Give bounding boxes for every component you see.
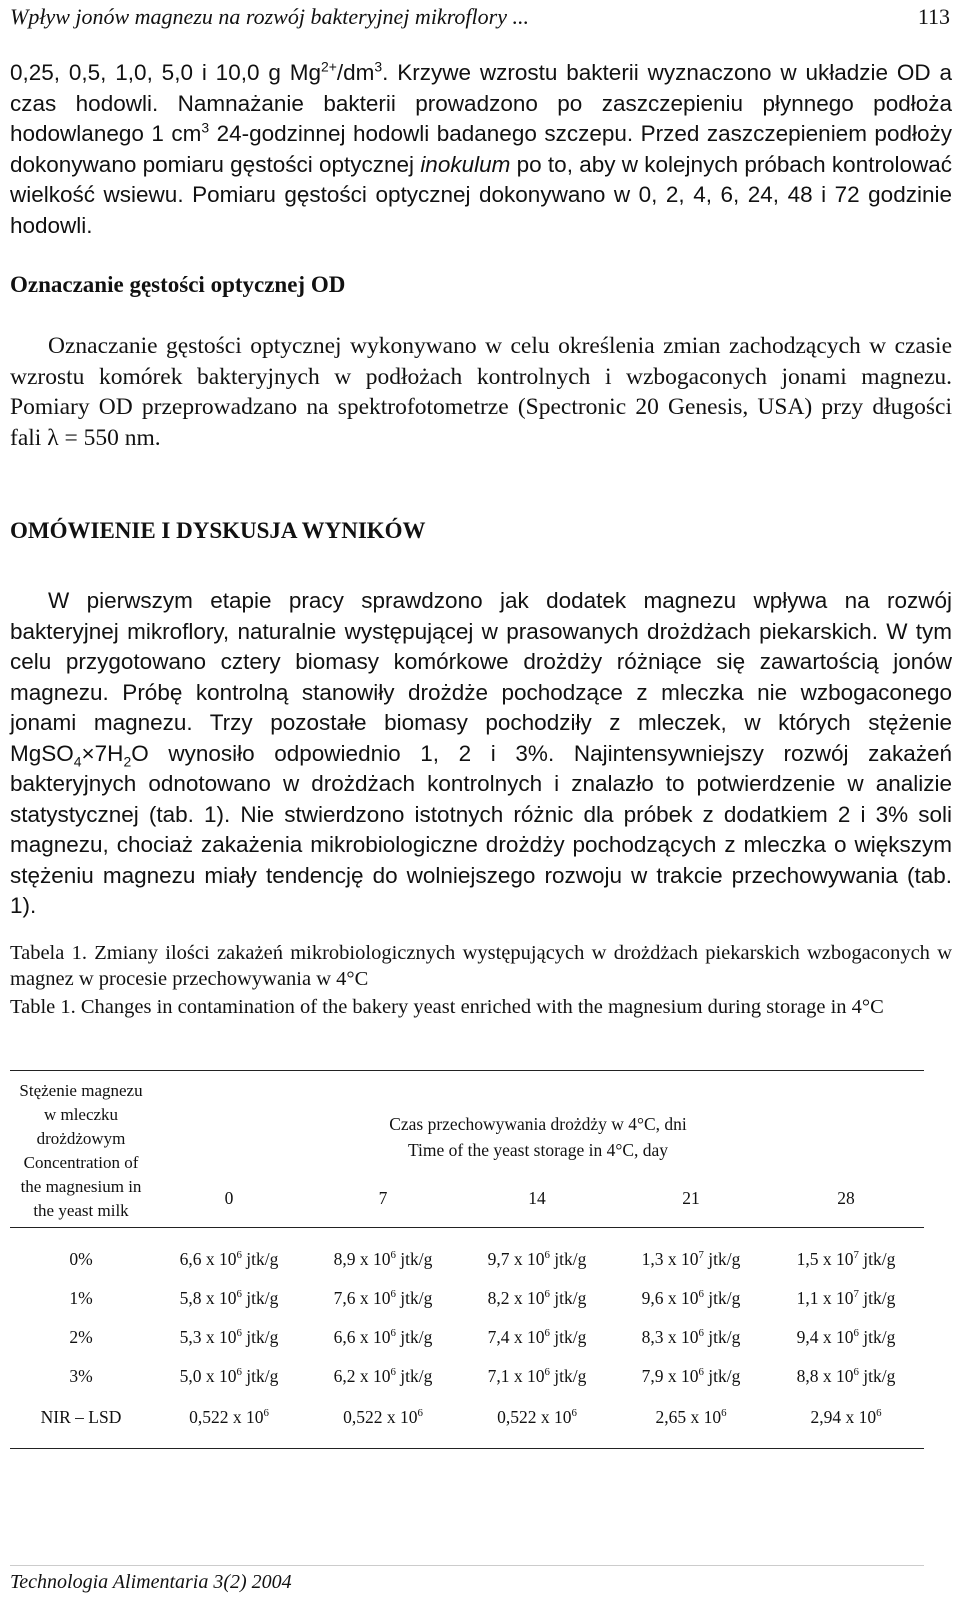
storage-time-header-pl: Czas przechowywania drożdży w 4°C, dni — [389, 1114, 687, 1134]
intro-text-3: . Krzywe wzrostu bakterii wyznaczono w układzie OD a czas hodowli. Namnażanie bakterii prowadzono po zaszczepieniu płynnego podłoża hodowlanego 1 cm — [10, 60, 952, 146]
table-caption-pl: Tabela 1. Zmiany ilości zakażeń mikrobiologicznych występujących w drożdżach piekarskich wzbogaconych w magnez w procesie przechowywania w 4°C — [10, 942, 952, 990]
table-cell: 8,9 x $10^6$ jtk/g — [333, 1249, 433, 1269]
row-label: 1% — [69, 1288, 93, 1308]
table-cell: 8,2 x $10^6$ jtk/g — [487, 1288, 587, 1308]
row-label: 3% — [69, 1366, 93, 1386]
storage-time-header-en: Time of the yeast storage in 4°C, day — [407, 1140, 669, 1160]
table-cell: 1,5 x $10^7$ jtk/g — [796, 1249, 896, 1269]
row-label: 2% — [69, 1327, 93, 1347]
day-header: 0 — [224, 1188, 234, 1208]
running-header — [10, 4, 950, 38]
table-cell: 6,6 x $10^6$ jtk/g — [179, 1249, 279, 1269]
table-cell: 0,522 x $10^6$ — [189, 1406, 269, 1427]
section-heading-discussion: OMÓWIENIE I DYSKUSJA WYNIKÓW — [10, 518, 426, 543]
journal-footer: Technologia Alimentaria 3(2) 2004 — [10, 1571, 292, 1593]
discussion-text-1: W pierwszym etapie pracy sprawdzono jak dodatek magnezu wpływa na rozwój bakteryjnej mikroflory, naturalnie występującej w prasowanych drożdżach piekarskich. W tym celu przygotowano cztery biomasy komórkowe drożdży różniące się zawartością jonów magnezu. Próbę kontrolną stanowiły drożdże pochodzące z mleczka nie wzbogaconego jonami magnezu. Trzy pozostałe biomasy pochodziły z mleczek, w których stężenie MgSO — [10, 588, 952, 766]
intro-sup-3: 3 — [201, 119, 210, 136]
od-paragraph: Oznaczanie gęstości optycznej wykonywano w celu określenia zmian zachodzących w czasie wzrostu komórek bakteryjnych w podłożach kontrolnych i wzbogaconych jonami magnezu. Pomiary OD przeprowadzano na spektrofotometrze (Spectronic 20 Genesis, USA) przy długości fali λ = 550 nm. — [10, 333, 952, 451]
table-cell: 7,4 x $10^6$ jtk/g — [487, 1327, 587, 1347]
intro-paragraph — [10, 58, 952, 241]
day-header: 21 — [682, 1188, 700, 1208]
discussion-sub-1: 4 — [73, 753, 82, 769]
intro-text-4: 24-godzinnej hodowli badanego szczepu. Przed zaszczepieniem podłoży dokonywano pomiaru gęstości optycznej — [10, 121, 952, 177]
section-heading-od: Oznaczanie gęstości optycznej OD — [10, 272, 346, 297]
table-row — [10, 1279, 924, 1318]
table-row-lsd — [10, 1396, 924, 1449]
discussion-paragraph — [10, 586, 952, 922]
table-cell: 0,522 x $10^6$ — [497, 1406, 577, 1427]
table-row — [10, 1228, 924, 1280]
table-row — [10, 1318, 924, 1357]
table-body — [10, 1228, 924, 1449]
intro-text-2: /dm — [336, 60, 375, 85]
table-cell: 8,3 x $10^6$ jtk/g — [641, 1327, 741, 1347]
day-header: 28 — [837, 1188, 855, 1208]
discussion-sub-2: 2 — [123, 753, 132, 769]
table-cell: 5,8 x $10^6$ jtk/g — [179, 1288, 279, 1308]
storage-time-header — [152, 1071, 924, 1180]
table-cell: 1,3 x $10^7$ jtk/g — [641, 1249, 741, 1269]
intro-sup-1: 2+ — [320, 58, 337, 75]
table-cell: 6,6 x $10^6$ jtk/g — [333, 1327, 433, 1347]
row-label: NIR – LSD — [40, 1406, 122, 1427]
table-cell: 7,9 x $10^6$ jtk/g — [641, 1366, 741, 1386]
intro-sup-2: 3 — [374, 58, 383, 75]
table-cell: 0,522 x $10^6$ — [343, 1406, 423, 1427]
intro-text-5: po to, aby w kolejnych próbach kontrolować wielkość wsiewu. Pomiaru gęstości optycznej dokonywano w 0, 2, 4, 6, 24, 48 i 72 godzinie hodowli. — [10, 151, 952, 238]
table-cell: 5,3 x $10^6$ jtk/g — [179, 1327, 279, 1347]
footer-divider — [10, 1565, 924, 1566]
row-label: 0% — [69, 1249, 93, 1269]
table-cell: 8,8 x $10^6$ jtk/g — [796, 1366, 896, 1386]
table-cell: 9,4 x $10^6$ jtk/g — [796, 1327, 896, 1347]
table-cell: 9,6 x $10^6$ jtk/g — [641, 1288, 741, 1308]
table-caption-en: Table 1. Changes in contamination of the bakery yeast enriched with the magnesium during storage in 4°C — [10, 996, 884, 1018]
discussion-text-3: O wynosiło odpowiednio 1, 2 i 3%. Najintensywniejszy rozwój zakażeń bakteryjnych odnotowano w drożdżach kontrolnych i znalazło to potwierdzenie w analizie statystycznej (tab. 1). Nie stwierdzono istotnych różnic dla próbek z dodatkiem 2 i 3% soli magnezu, chociaż zakażenia mikrobiologiczne drożdży pochodzących z mleczka o większym stężeniu magnezu miały tendencję do wolniejszego rozwoju w trakcie przechowywania (tab. 1). — [10, 740, 952, 918]
table-cell: 5,0 x $10^6$ jtk/g — [179, 1366, 279, 1386]
page-number: 113 — [917, 4, 950, 29]
running-title: Wpływ jonów magnezu na rozwój bakteryjnej mikroflory ... — [10, 4, 529, 29]
table-cell: 7,1 x $10^6$ jtk/g — [487, 1366, 587, 1386]
day-header: 7 — [378, 1188, 388, 1208]
table-cell: 9,7 x $10^6$ jtk/g — [487, 1249, 587, 1269]
table-cell: 2,65 x $10^6$ — [655, 1406, 727, 1427]
table-cell: 7,6 x $10^6$ jtk/g — [333, 1288, 433, 1308]
table-cell: 2,94 x $10^6$ — [810, 1406, 882, 1427]
table-cell: 6,2 x $10^6$ jtk/g — [333, 1366, 433, 1386]
row-header-cell: Stężenie magnezu w mleczku drożdżowym Concentration of the magnesium in the yeast milk — [10, 1071, 152, 1228]
intro-italic: inokulum — [420, 151, 511, 177]
discussion-text-2: ×7H — [81, 740, 124, 766]
contamination-table — [10, 1070, 924, 1449]
intro-text-1: 0,25, 0,5, 1,0, 5,0 i 10,0 g Mg — [10, 60, 321, 85]
table-row — [10, 1357, 924, 1396]
day-header: 14 — [528, 1188, 546, 1208]
table-cell: 1,1 x $10^7$ jtk/g — [796, 1288, 896, 1308]
